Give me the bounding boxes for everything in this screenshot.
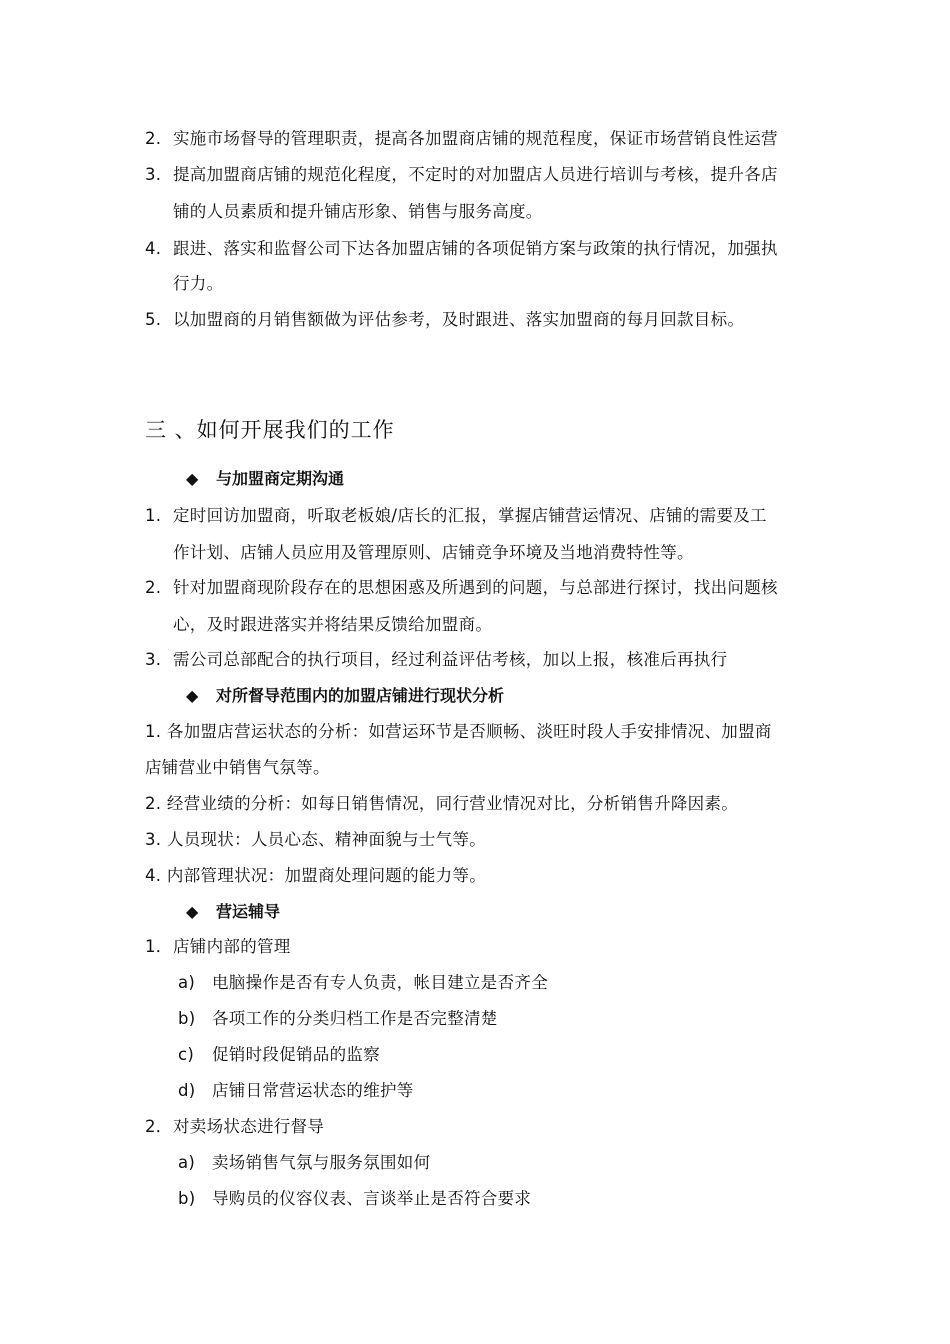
list-item-text: 实施市场督导的管理职责，提高各加盟商店铺的规范程度，保证市场营销良性运营 <box>173 129 778 148</box>
subsection-title: 营运辅导 <box>216 902 281 921</box>
list-item-text: 对卖场状态进行督导 <box>173 1117 325 1136</box>
list-item-text: 店铺内部的管理 <box>173 937 291 956</box>
subsection-title: 对所督导范围内的加盟店铺进行现状分析 <box>216 686 505 705</box>
paragraph-line: 店铺营业中销售气氛等。 <box>145 758 330 777</box>
list-item-text: 跟进、落实和监督公司下达各加盟店铺的各项促销方案与政策的执行情况，加强执 <box>173 239 778 258</box>
paragraph-line: 1. 各加盟店营运状态的分析：如营运环节是否顺畅、淡旺时段人手安排情况、加盟商 <box>145 722 772 741</box>
sub-item-letter: b) <box>178 1009 196 1028</box>
sub-item-text: 导购员的仪容仪表、言谈举止是否符合要求 <box>212 1189 532 1208</box>
list-item-text: 需公司总部配合的执行项目，经过利益评估考核，加以上报，核准后再执行 <box>173 650 728 669</box>
sub-item-text: 促销时段促销品的监察 <box>212 1045 380 1064</box>
sub-item-text: 各项工作的分类归档工作是否完整清楚 <box>212 1009 498 1028</box>
list-number: 2. <box>145 578 162 597</box>
sub-item-letter: a) <box>178 1153 196 1172</box>
list-number: 4. <box>145 239 162 258</box>
list-item-text: 作计划、店铺人员应用及管理原则、店铺竞争环境及当地消费特性等。 <box>173 543 694 562</box>
list-number: 1. <box>145 506 162 525</box>
paragraph-line: 2. 经营业绩的分析：如每日销售情况，同行营业情况对比，分析销售升降因素。 <box>145 794 739 813</box>
paragraph-line: 3. 人员现状：人员心态、精神面貌与士气等。 <box>145 830 487 849</box>
list-number: 3. <box>145 165 162 184</box>
sub-item-letter: c) <box>178 1045 195 1064</box>
list-item-text: 行力。 <box>173 274 224 293</box>
sub-item-letter: a) <box>178 973 196 992</box>
list-number: 5. <box>145 310 162 329</box>
list-number: 3. <box>145 650 162 669</box>
sub-item-text: 店铺日常营运状态的维护等 <box>212 1081 414 1100</box>
diamond-bullet-icon: ◆ <box>186 686 199 705</box>
section-heading: 三 、如何开展我们的工作 <box>145 418 395 442</box>
subsection-title: 与加盟商定期沟通 <box>216 469 345 488</box>
paragraph-line: 4. 内部管理状况：加盟商处理问题的能力等。 <box>145 866 487 885</box>
sub-item-letter: d) <box>178 1081 196 1100</box>
sub-item-text: 卖场销售气氛与服务氛围如何 <box>212 1153 431 1172</box>
sub-item-text: 电脑操作是否有专人负责，帐目建立是否齐全 <box>212 973 548 992</box>
list-number: 2. <box>145 129 162 148</box>
list-item-text: 铺的人员素质和提升铺店形象、销售与服务高度。 <box>173 202 543 221</box>
list-item-text: 定时回访加盟商，听取老板娘/店长的汇报，掌握店铺营运情况、店铺的需要及工 <box>173 506 767 525</box>
list-number: 2． <box>145 1117 173 1136</box>
list-item-text: 心，及时跟进落实并将结果反馈给加盟商。 <box>173 615 493 634</box>
list-item-text: 针对加盟商现阶段存在的思想困惑及所遇到的问题，与总部进行探讨，找出问题核 <box>173 578 778 597</box>
list-number: 1． <box>145 937 173 956</box>
diamond-bullet-icon: ◆ <box>186 902 199 921</box>
list-item-text: 提高加盟商店铺的规范化程度，不定时的对加盟店人员进行培训与考核，提升各店 <box>173 165 778 184</box>
list-item-text: 以加盟商的月销售额做为评估参考，及时跟进、落实加盟商的每月回款目标。 <box>173 310 745 329</box>
diamond-bullet-icon: ◆ <box>186 469 199 488</box>
sub-item-letter: b) <box>178 1189 196 1208</box>
